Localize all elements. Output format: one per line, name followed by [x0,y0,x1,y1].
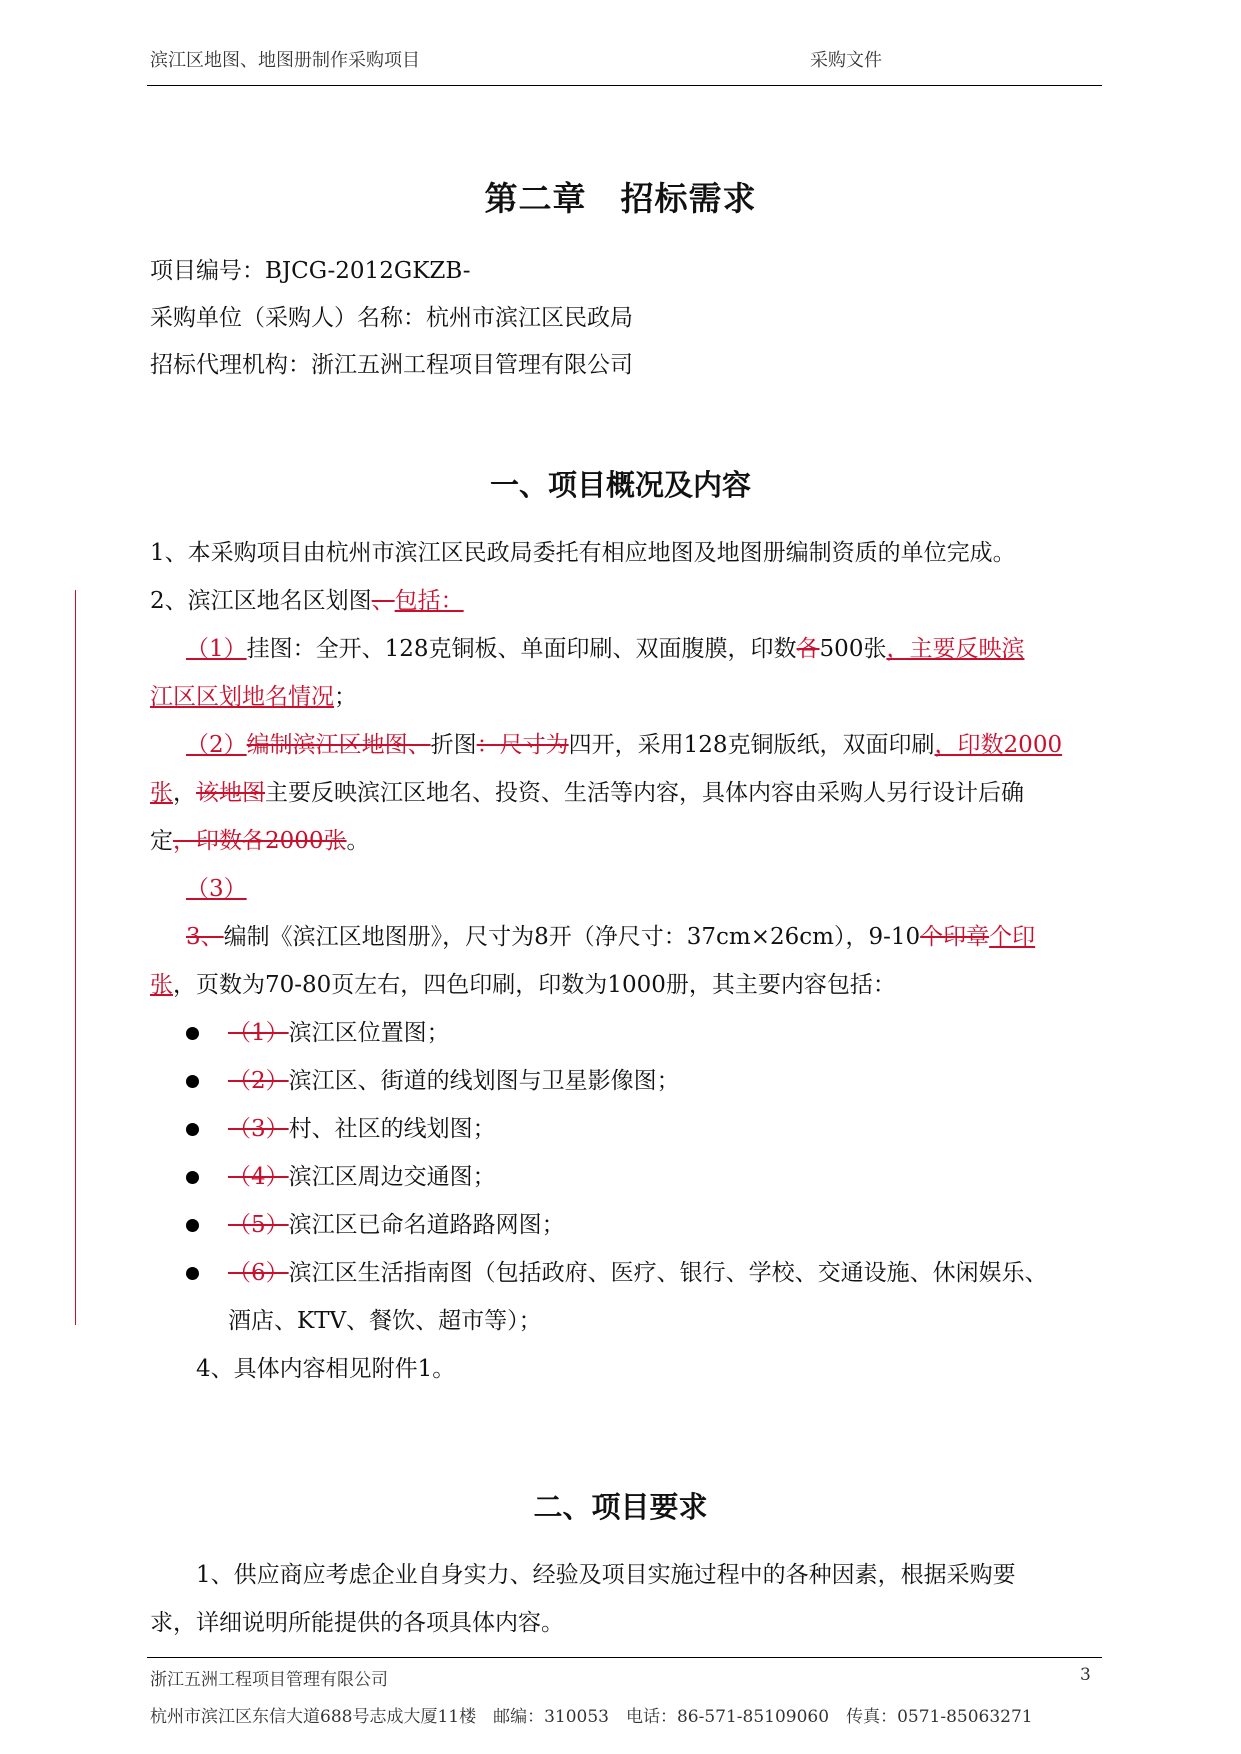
header-project-name: 滨江区地图、地图册制作采购项目 [150,50,420,71]
inserted-text: 包括： [394,588,464,614]
bullet-icon [186,1267,199,1280]
header-doc-type: 采购文件 [810,50,882,71]
purchaser-name: 采购单位（采购人）名称：杭州市滨江区民政局 [150,305,633,331]
section1-paragraph-4: 4、具体内容相见附件1。 [196,1356,456,1382]
item-1-line-2: 江区区划地名情况； [150,684,357,710]
page-number: 3 [1080,1665,1091,1685]
section2-paragraph-1-line-2: 求，详细说明所能提供的各项具体内容。 [150,1610,564,1636]
header-rule [147,85,1102,86]
bullet-icon [186,1171,199,1184]
bullet-icon [186,1219,199,1232]
bullet-icon [186,1075,199,1088]
section1-title: 一、项目概况及内容 [489,468,751,502]
item-2-line-2: 张，该地图主要反映滨江区地名、投资、生活等内容，具体内容由采购人另行设计后确 [150,780,1024,806]
section2-title: 二、项目要求 [533,1490,708,1524]
section1-paragraph-1: 1、本采购项目由杭州市滨江区民政局委托有相应地图及地图册编制资质的单位完成。 [150,540,1016,566]
item-1-line-1: （1）挂图：全开、128克铜板、单面印刷、双面腹膜，印数各500张，主要反映滨 [186,636,1025,662]
bullet-item-1: （1）滨江区位置图； [228,1020,450,1046]
item-2-line-1: （2）编制滨江区地图、折图：尺寸为四开，采用128克铜版纸，双面印刷，印数2000 [186,732,1063,758]
section2-paragraph-1-line-1: 1、供应商应考虑企业自身实力、经验及项目实施过程中的各种因素，根据采购要 [196,1562,1016,1588]
bullet-item-4: （4）滨江区周边交通图； [228,1164,496,1190]
footer-address: 杭州市滨江区东信大道688号志成大厦11楼 邮编：310053 电话：86-571-85109060 传真：0571-85063271 [150,1707,1033,1727]
chapter-title: 第二章 招标需求 [484,179,757,218]
footer-company: 浙江五洲工程项目管理有限公司 [150,1670,388,1690]
bullet-item-3: （3）村、社区的线划图； [228,1116,496,1142]
bullet-item-6: （6）滨江区生活指南图（包括政府、医疗、银行、学校、交通设施、休闲娱乐、 [228,1260,1048,1286]
project-number: 项目编号：BJCG-2012GKZB- [150,258,471,284]
bullet-icon [186,1027,199,1040]
section1-paragraph-3-line-1: 3、编制《滨江区地图册》，尺寸为8开（净尺寸：37cm×26cm），9-10个印章个印 [186,924,1036,950]
item-2-line-3: 定，印数各2000张。 [150,828,370,854]
section1-paragraph-3-line-2: 张，页数为70-80页左右，四色印刷，印数为1000册，其主要内容包括： [150,972,896,998]
bullet-item-2: （2）滨江区、街道的线划图与卫星影像图； [228,1068,680,1094]
item-3-placeholder: （3） [186,876,247,902]
bullet-item-5: （5）滨江区已命名道路路网图； [228,1212,565,1238]
agency-name: 招标代理机构：浙江五洲工程项目管理有限公司 [150,352,633,378]
section1-paragraph-2: 2、滨江区地名区划图、包括： [150,588,464,614]
deleted-text: 、 [371,588,395,614]
bullet-item-6-continued: 酒店、KTV、餐饮、超市等）； [228,1308,542,1334]
bullet-icon [186,1123,199,1136]
footer-rule [147,1657,1102,1658]
revision-change-bar [75,590,76,1325]
